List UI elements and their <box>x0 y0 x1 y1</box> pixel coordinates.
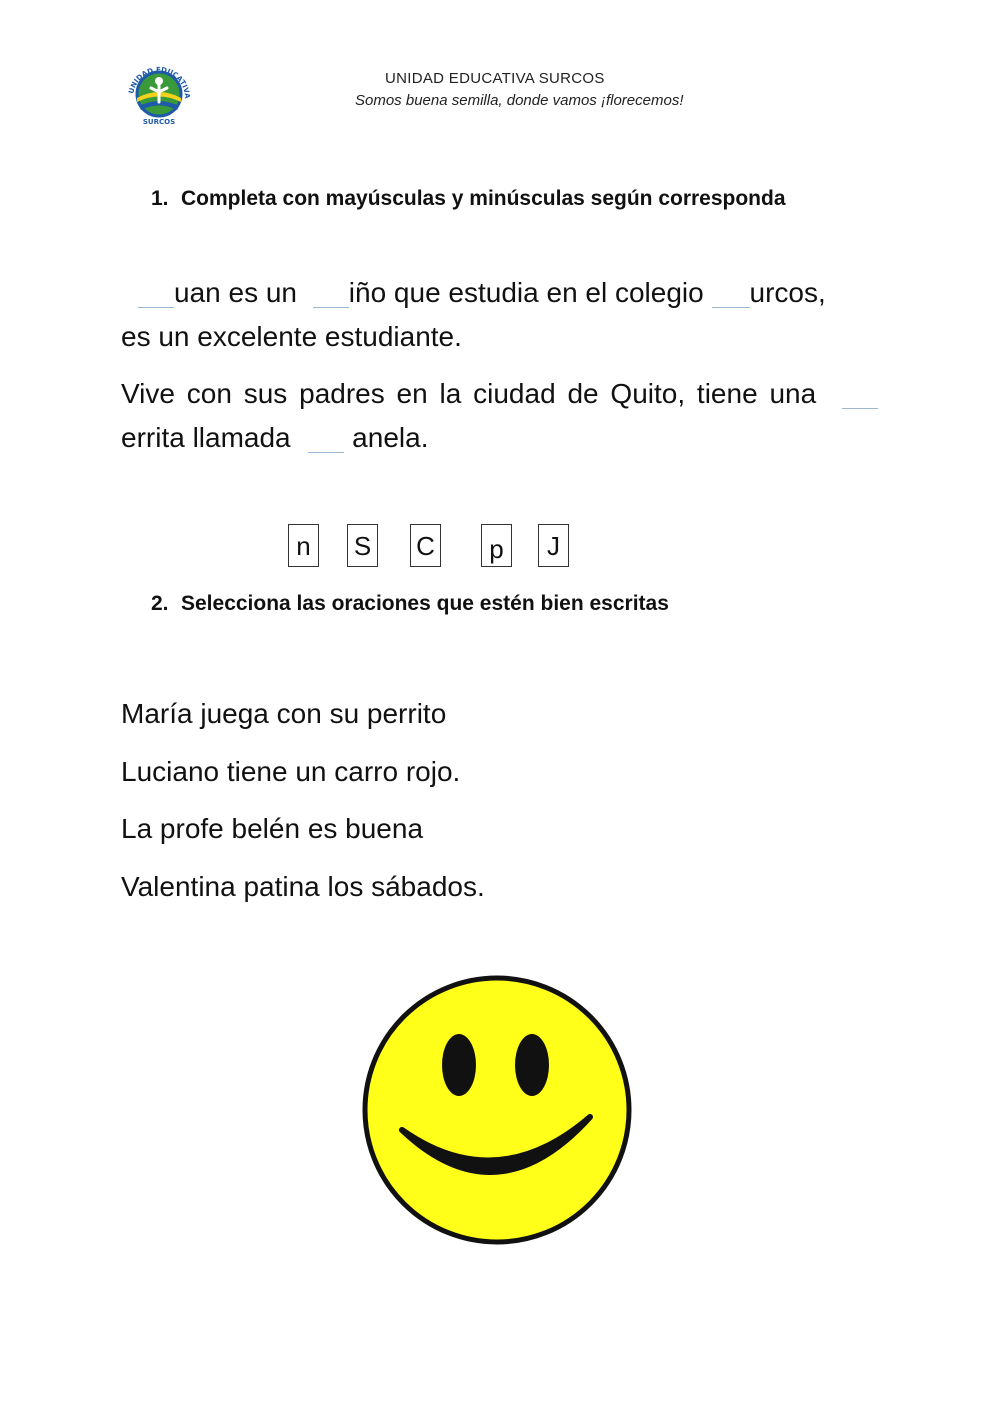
blank-1-drop-target[interactable] <box>138 307 174 308</box>
blank-3-drop-target[interactable] <box>712 307 750 308</box>
letter-tile-s[interactable]: S <box>347 524 378 567</box>
letter-tile-p[interactable]: p <box>481 524 512 567</box>
paragraph-2-segment-1: Vive con sus padres en la ciudad de Quito, tiene una <box>121 378 828 409</box>
blank-5-drop-target[interactable] <box>308 452 344 453</box>
sentence-option-2[interactable]: Luciano tiene un carro rojo. <box>121 756 461 787</box>
smiley-left-eye <box>442 1034 476 1096</box>
paragraph-1-segment-2: iño que estudia en el colegio <box>348 277 712 308</box>
blank-2-drop-target[interactable] <box>313 307 349 308</box>
question-2-text: Selecciona las oraciones que estén bien escritas <box>181 592 669 615</box>
letter-tile-j[interactable]: J <box>538 524 569 567</box>
paragraph-1-segment-4: es un excelente estudiante. <box>121 321 462 352</box>
fill-paragraph-1 <box>121 271 878 359</box>
paragraph-1-segment-3: urcos, <box>749 277 826 308</box>
paragraph-2-segment-3: anela. <box>344 422 429 453</box>
sentence-option-3[interactable]: La profe belén es buena <box>121 813 424 844</box>
letter-tile-c[interactable]: C <box>410 524 441 567</box>
sentence-option-1[interactable]: María juega con su perrito <box>121 698 447 729</box>
question-2-number: 2. <box>151 592 169 615</box>
question-1-text: Completa con mayúsculas y minúsculas según corresponda <box>181 187 786 210</box>
paragraph-2-segment-2: errita llamada <box>121 422 299 453</box>
school-name: UNIDAD EDUCATIVA SURCOS <box>385 70 605 87</box>
blank-4-drop-target[interactable] <box>842 408 878 409</box>
sentence-option-4[interactable]: Valentina patina los sábados. <box>121 871 485 902</box>
paragraph-1-segment-1: uan es un <box>174 277 305 308</box>
smiley-right-eye <box>515 1034 549 1096</box>
smiley-face-circle <box>365 978 629 1242</box>
question-2-title <box>151 592 669 616</box>
fill-paragraph-2 <box>121 372 878 460</box>
question-1-number: 1. <box>151 187 169 210</box>
school-logo <box>124 58 194 128</box>
smiley-face-icon <box>362 975 632 1245</box>
letter-tile-n[interactable]: n <box>288 524 319 567</box>
school-motto: Somos buena semilla, donde vamos ¡florecemos! <box>355 92 684 109</box>
logo-text-bottom: SURCOS <box>142 118 176 126</box>
question-1-title <box>151 187 786 211</box>
logo-text-top: UNIDAD EDUCATIVA <box>127 65 192 99</box>
